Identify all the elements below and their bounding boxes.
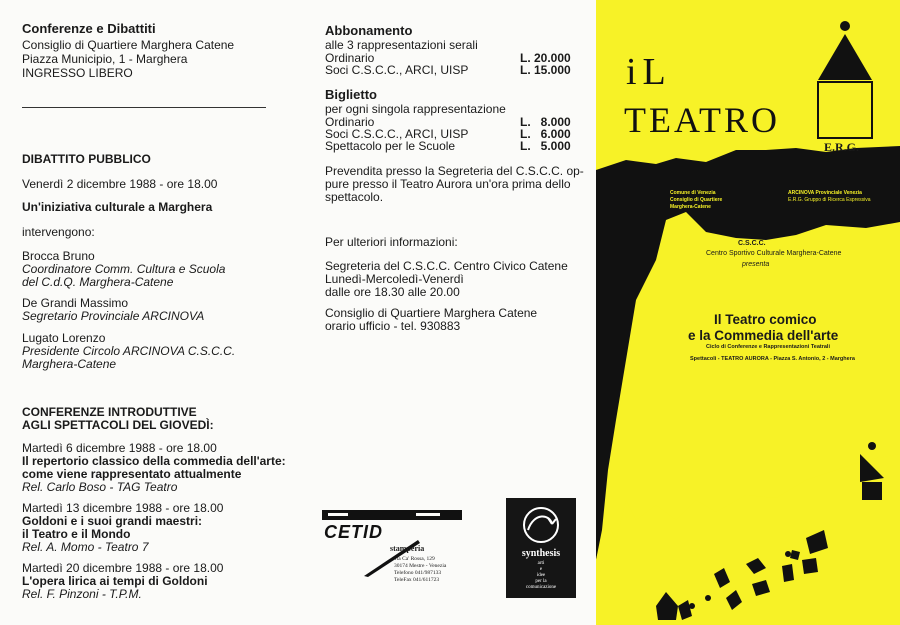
biglietto-sub: per ogni singola rappresentazione [325, 102, 506, 116]
price-label: Ordinario [325, 51, 375, 65]
cetid-address: Telefono 041/987133 [394, 570, 442, 576]
price-label: Soci C.S.C.C., ARCI, UISP [325, 127, 469, 141]
conf-line: Piazza Municipio, 1 - Marghera [22, 52, 188, 66]
left-panel [0, 0, 300, 625]
falling-houses-graphic [596, 440, 900, 625]
prevendita-line: pure presso il Teatro Aurora un'ora prima dello [325, 177, 571, 191]
cetid-bar-notch [416, 513, 440, 516]
price-value: L. 20.000 [520, 51, 571, 65]
intervengono-label: intervengono: [22, 225, 95, 239]
talk-title: il Teatro e il Mondo [22, 527, 131, 541]
conf-line: Consiglio di Quartiere Marghera Catene [22, 38, 235, 52]
cetid-name: CETID [324, 522, 383, 542]
dibattito-topic: Un'iniziativa culturale a Marghera [22, 200, 213, 214]
cscc-title: C.S.C.C. [738, 240, 766, 247]
talk-date: Martedì 13 dicembre 1988 - ore 18.00 [22, 501, 224, 515]
speaker-role: Segretario Provinciale ARCINOVA [22, 309, 205, 323]
talk-title: Goldoni e i suoi grandi maestri: [22, 514, 203, 528]
divider [22, 107, 266, 108]
cover-panel [596, 0, 900, 625]
info-line: Consiglio di Quartiere Marghera Catene [325, 306, 538, 320]
sponsor-right: E.R.G. Gruppo di Ricerca Espressiva [788, 197, 871, 203]
price-value: L. 15.000 [520, 63, 571, 77]
spiral-icon [520, 504, 562, 546]
ciclo-label: Ciclo di Conferenze e Rappresentazioni Teatrali [706, 344, 830, 350]
speaker-role: Marghera-Catene [22, 357, 117, 371]
talk-title: L'opera lirica ai tempi di Goldoni [22, 574, 208, 588]
price-value: L. 5.000 [520, 139, 571, 153]
abbonamento-sub: alle 3 rappresentazioni serali [325, 38, 478, 52]
middle-panel [300, 0, 596, 625]
info-line: Lunedì-Mercoledì-Venerdì [325, 272, 464, 286]
sponsor-right: ARCINOVA Provinciale Venezia [788, 190, 862, 196]
biglietto-title: Biglietto [325, 87, 377, 102]
talk-rel: Rel. Carlo Boso - TAG Teatro [22, 480, 178, 494]
sponsor-left: Consiglio di Quartiere [670, 197, 723, 203]
price-label: Soci C.S.C.C., ARCI, UISP [325, 63, 469, 77]
abbonamento-title: Abbonamento [325, 23, 413, 38]
price-label: Ordinario [325, 115, 375, 129]
info-line: orario ufficio - tel. 930883 [325, 319, 461, 333]
synthesis-line: comunicazione [525, 585, 557, 590]
synthesis-line: idee [536, 573, 546, 578]
intro-title: CONFERENZE INTRODUTTIVE [22, 405, 197, 419]
speaker-name: De Grandi Massimo [22, 296, 129, 310]
speaker-name: Lugato Lorenzo [22, 331, 106, 345]
speaker-role: Presidente Circolo ARCINOVA C.S.C.C. [22, 344, 236, 358]
talk-date: Martedì 20 dicembre 1988 - ore 18.00 [22, 561, 224, 575]
synthesis-line: per la [535, 579, 547, 584]
synthesis-logo [506, 498, 576, 598]
dibattito-title: DIBATTITO PUBBLICO [22, 152, 151, 166]
cetid-stamperia: stamperia [390, 544, 425, 553]
cetid-address: via Ca' Rossa, 129 [394, 556, 435, 562]
info-line: Segreteria del C.S.C.C. Centro Civico Catene [325, 259, 568, 273]
cetid-address: 30174 Mestre - Venezia [394, 563, 447, 569]
intro-title: AGLI SPETTACOLI DEL GIOVEDÌ: [22, 418, 214, 432]
main-title-1: Il Teatro comico [714, 312, 817, 327]
presenta-label: presenta [742, 261, 770, 268]
cscc-full: Centro Sportivo Culturale Marghera-Catene [706, 250, 842, 257]
synthesis-name: synthesis [521, 548, 561, 559]
spettacoli-label: Spettacoli - TEATRO AURORA - Piazza S. Antonio, 2 - Marghera [690, 356, 855, 362]
price-value: L. 8.000 [520, 115, 571, 129]
conf-title: Conferenze e Dibattiti [22, 21, 156, 36]
speaker-role: Coordinatore Comm. Cultura e Scuola [22, 262, 226, 276]
speaker-role: del C.d.Q. Marghera-Catene [22, 275, 174, 289]
logo-il: iL [626, 51, 672, 93]
cetid-bar-notch [328, 513, 348, 516]
synthesis-line: e [539, 567, 543, 572]
dibattito-date: Venerdì 2 dicembre 1988 - ore 18.00 [22, 177, 218, 191]
cetid-logo [322, 500, 482, 600]
talk-date: Martedì 6 dicembre 1988 - ore 18.00 [22, 441, 217, 455]
talk-rel: Rel. A. Momo - Teatro 7 [22, 540, 149, 554]
talk-title: Il repertorio classico della commedia dell'arte: [22, 454, 286, 468]
prevendita-line: Prevendita presso la Segreteria del C.S.C.C. op- [325, 164, 584, 178]
sponsor-left: Comune di Venezia [670, 190, 716, 196]
conf-line: INGRESSO LIBERO [22, 66, 133, 80]
talk-rel: Rel. F. Pinzoni - T.P.M. [22, 587, 142, 601]
price-value: L. 6.000 [520, 127, 571, 141]
cetid-address: TeleFax 041/611723 [394, 577, 440, 583]
house-logo-icon [814, 20, 876, 140]
info-title: Per ulteriori informazioni: [325, 235, 458, 249]
talk-title: come viene rappresentato attualmente [22, 467, 242, 481]
logo-teatro: TEATRO [624, 100, 780, 140]
sponsor-left: Marghera-Catene [670, 204, 711, 210]
prevendita-line: spettacolo. [325, 190, 384, 204]
main-title-2: e la Commedia dell'arte [688, 328, 839, 343]
erg-label: E.R.G. [824, 140, 860, 154]
speaker-name: Brocca Bruno [22, 249, 95, 263]
price-label: Spettacolo per le Scuole [325, 139, 456, 153]
info-line: dalle ore 18.30 alle 20.00 [325, 285, 460, 299]
synthesis-line: arti [537, 561, 545, 566]
